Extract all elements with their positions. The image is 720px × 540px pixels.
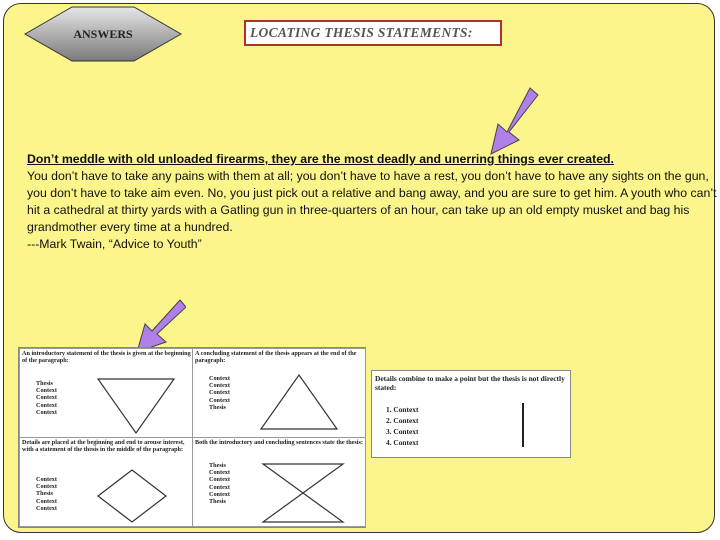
pattern-heading: Details are placed at the beginning and end to arouse interest, with a statement of the thesis in the middle of the paragraph: (22, 439, 185, 453)
pattern-item: Context (36, 476, 57, 483)
pattern-item: Context (36, 401, 57, 409)
pattern-both-cell (192, 437, 366, 527)
triangle-shape (259, 373, 339, 433)
pattern-item: Context (36, 394, 57, 402)
inverted-triangle-shape (96, 377, 176, 435)
pattern-middle-cell (19, 437, 193, 527)
details-item: 2. Context (386, 416, 419, 425)
pattern-item: Context (36, 497, 57, 505)
details-list (386, 404, 418, 448)
implied-thesis-box (371, 370, 571, 458)
pattern-heading: An introductory statement of the thesis is given at the beginning of the paragraph: (22, 350, 191, 364)
answers-label: ANSWERS (73, 27, 133, 41)
pattern-item: Thesis (209, 403, 226, 411)
pattern-list (209, 375, 230, 411)
pattern-item: Context (36, 408, 57, 416)
thesis-patterns-panel (18, 347, 366, 528)
details-heading: Details combine to make a point but the thesis is not directly stated: (375, 374, 565, 392)
pattern-item: Context (209, 396, 230, 404)
pattern-list (36, 476, 57, 512)
hourglass-shape (261, 462, 345, 524)
pattern-item: Context (209, 389, 230, 397)
quote-body: You don’t have to take any pains with them at all; you don’t have to have a rest, you don’t have to have any sights on the gun, you don’t have to take aim even. No, you just pick out a relative and bang away, and you are sure to get him. A youth who can’t hit a cathedral at thirty yards with a Gatling gun in three-quarters of an hour, can take up an old empty musket and bag his grandmother every time at a hundred. (27, 169, 717, 234)
pattern-item: Context (209, 490, 230, 498)
title-box (244, 20, 502, 46)
pattern-item: Context (209, 476, 230, 484)
pattern-list (36, 380, 57, 416)
pattern-list (209, 462, 230, 505)
pattern-item: Context (209, 469, 230, 477)
diamond-shape (96, 468, 168, 524)
pattern-item: Thesis (36, 380, 53, 387)
pattern-item: Context (209, 382, 230, 390)
pattern-heading: Both the introductory and concluding sentences state the thesis: (195, 439, 363, 446)
pattern-item: Context (209, 483, 230, 491)
quote-passage (27, 151, 717, 253)
details-item: 1. Context (386, 405, 419, 414)
answers-button[interactable] (24, 6, 182, 62)
pattern-intro-cell (19, 348, 193, 438)
pattern-heading: A concluding statement of the thesis appears at the end of the paragraph: (195, 350, 357, 364)
pattern-item: Thesis (36, 490, 53, 498)
pattern-item: Thesis (209, 498, 226, 506)
pattern-item: Context (36, 504, 57, 512)
details-item: 3. Context (386, 427, 419, 436)
quote-attribution: ---Mark Twain, “Advice to Youth” (27, 237, 202, 251)
vertical-line-shape (522, 403, 524, 447)
pattern-item: Context (36, 483, 57, 491)
pattern-item: Context (209, 375, 230, 382)
pattern-item: Thesis (209, 462, 226, 469)
pattern-item: Context (36, 387, 57, 395)
thesis-sentence: Don’t meddle with old unloaded firearms, they are the most deadly and unerring things ever created. (27, 152, 614, 166)
details-item: 4. Context (386, 438, 419, 447)
pattern-concluding-cell (192, 348, 366, 438)
page-title: LOCATING THESIS STATEMENTS: (250, 25, 473, 40)
